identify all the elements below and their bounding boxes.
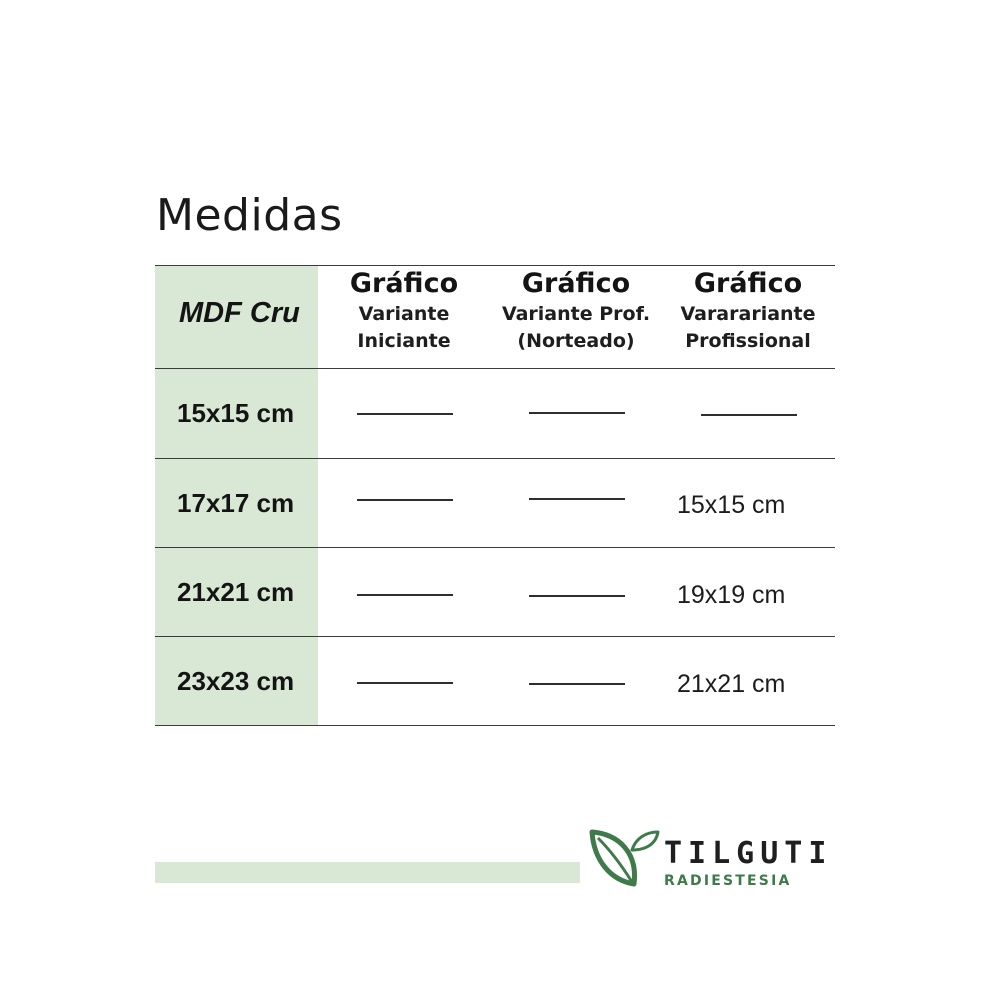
empty-cell-dash [357,413,453,415]
sizes-table [155,265,835,727]
corner-label: MDF Cru [179,297,300,329]
column-title: Gráfico [349,268,459,299]
empty-cell-dash [529,683,625,685]
empty-cell-dash [529,412,625,414]
column-header [490,265,662,368]
column-header [318,265,490,368]
row-label: 15x15 cm [177,398,295,428]
empty-cell-dash [357,594,453,596]
empty-cell-dash [529,595,625,597]
empty-cell-dash [529,498,625,500]
column-header [662,265,834,368]
brand-name: TILGUTI [664,836,833,871]
column-subtitle: Vararariante [680,303,816,325]
column-subtitle: Iniciante [357,330,451,352]
page-title: Medidas [156,190,343,241]
cell-value: 21x21 cm [677,670,786,698]
column-subtitle: Variante Prof. [501,303,651,325]
column-title: Gráfico [521,268,631,299]
empty-cell-dash [357,682,453,684]
column-subtitle: Profissional [685,330,811,352]
empty-cell-dash [701,414,797,416]
column-subtitle: Variante [358,303,450,325]
row-label: 17x17 cm [177,487,295,518]
leaf-icon [588,826,664,890]
row-label: 23x23 cm [177,665,295,696]
column-subtitle: (Norteado) [517,330,635,352]
cell-value: 15x15 cm [677,491,786,519]
footer-accent-bar [155,862,580,883]
cell-value: 19x19 cm [677,581,786,609]
column-title: Gráfico [693,268,803,299]
empty-cell-dash [357,499,453,501]
row-label: 21x21 cm [177,576,295,607]
brand-tagline: RADIESTESIA [664,873,792,889]
table-bottom-rule [155,725,835,726]
